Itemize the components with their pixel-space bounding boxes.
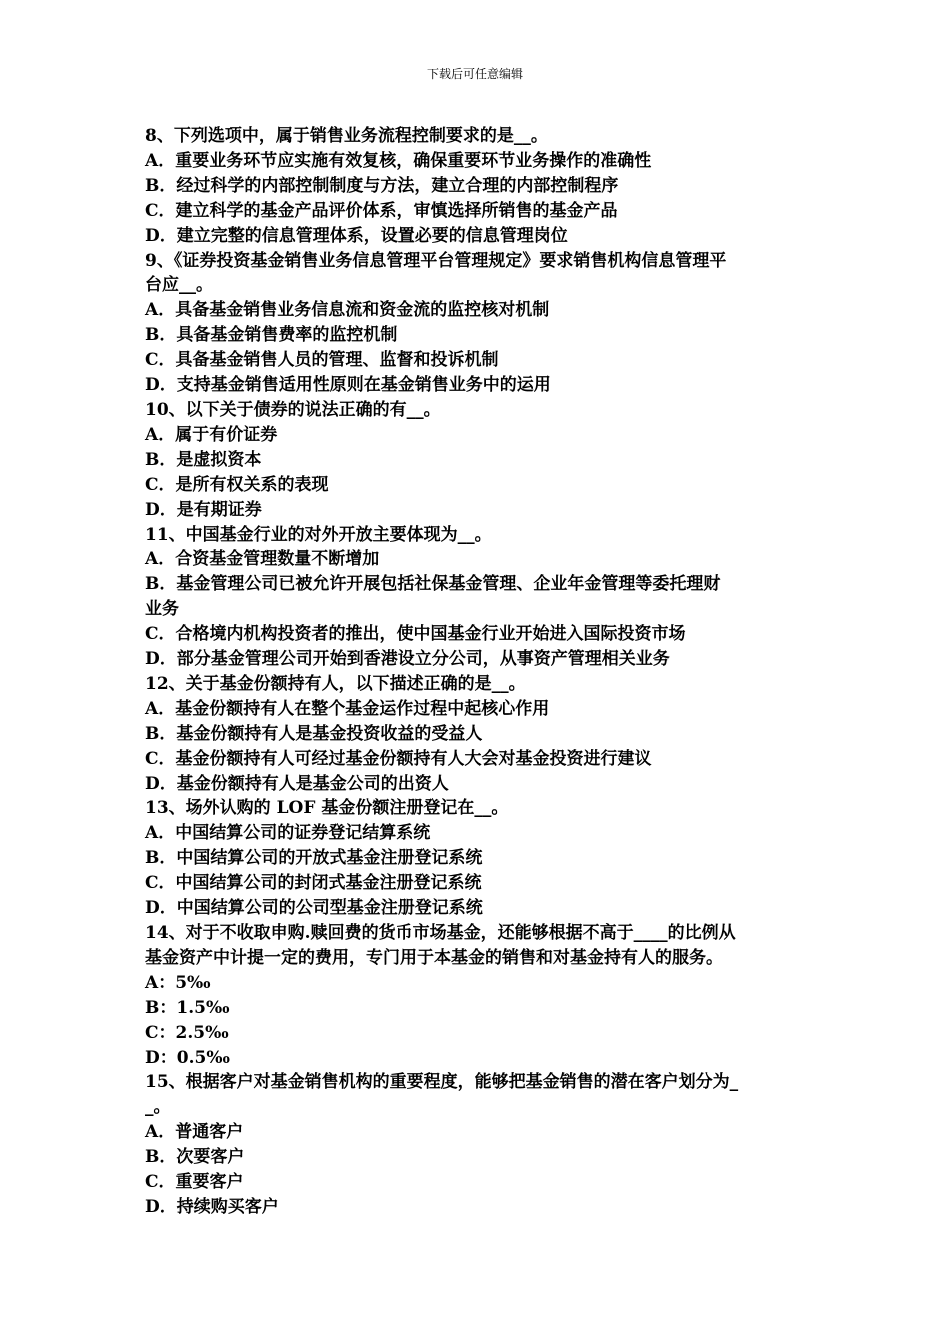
- text-line: 11、中国基金行业的对外开放主要体现为__。: [145, 524, 492, 545]
- text-line: A．重要业务环节应实施有效复核，确保重要环节业务操作的准确性: [145, 150, 652, 171]
- text-line: C．基金份额持有人可经过基金份额持有人大会对基金投资进行建议: [145, 748, 652, 769]
- text-line: 12、关于基金份额持有人，以下描述正确的是__。: [145, 673, 526, 694]
- text-line: D．支持基金销售适用性原则在基金销售业务中的运用: [145, 375, 551, 396]
- text-line: D．部分基金管理公司开始到香港设立分公司，从事资产管理相关业务: [145, 649, 670, 670]
- text-line: D．基金份额持有人是基金公司的出资人: [145, 773, 449, 794]
- text-line: A．具备基金销售业务信息流和资金流的监控核对机制: [145, 300, 550, 321]
- text-line: A．中国结算公司的证券登记结算系统: [145, 823, 431, 844]
- text-line: B．次要客户: [145, 1147, 245, 1168]
- text-line: B．是虚拟资本: [145, 449, 262, 470]
- text-line: 8、下列选项中，属于销售业务流程控制要求的是__。: [145, 126, 548, 146]
- text-line: D：0.5‰: [145, 1047, 230, 1068]
- text-line: C．具备基金销售人员的管理、监督和投诉机制: [145, 350, 499, 371]
- text-line: 台应__。: [145, 275, 213, 296]
- text-line: C：2.5‰: [145, 1022, 229, 1043]
- text-line: D．建立完整的信息管理体系，设置必要的信息管理岗位: [145, 225, 568, 246]
- text-line: C．是所有权关系的表现: [145, 474, 329, 495]
- text-line: C．建立科学的基金产品评价体系，审慎选择所销售的基金产品: [145, 200, 618, 221]
- text-line: B．基金管理公司已被允许开展包括社保基金管理、企业年金管理等委托理财: [145, 574, 721, 595]
- document-body: [145, 124, 813, 1220]
- text-line: B．具备基金销售费率的监控机制: [145, 325, 398, 346]
- text-line: C．中国结算公司的封闭式基金注册登记系统: [145, 873, 482, 894]
- text-line: 14、对于不收取申购.赎回费的货币市场基金，还能够根据不高于____的比例从: [145, 923, 736, 943]
- text-line: _。: [145, 1097, 171, 1118]
- text-line: A．属于有价证券: [145, 424, 278, 445]
- text-line: B．基金份额持有人是基金投资收益的受益人: [145, 723, 483, 744]
- text-line: A．合资基金管理数量不断增加: [145, 549, 380, 570]
- text-line: 业务: [145, 599, 179, 620]
- text-line: B：1.5‰: [145, 997, 230, 1018]
- text-line: C．合格境内机构投资者的推出，使中国基金行业开始进入国际投资市场: [145, 624, 686, 645]
- text-line: 13、场外认购的 LOF 基金份额注册登记在__。: [145, 798, 509, 819]
- text-line: 15、根据客户对基金销售机构的重要程度，能够把基金销售的潜在客户划分为_: [145, 1072, 739, 1093]
- text-line: B．中国结算公司的开放式基金注册登记系统: [145, 848, 483, 869]
- text-line: B．经过科学的内部控制制度与方法，建立合理的内部控制程序: [145, 175, 619, 196]
- text-line: D．中国结算公司的公司型基金注册登记系统: [145, 898, 483, 919]
- text-line: A：5‰: [145, 972, 211, 993]
- text-line: D．持续购买客户: [145, 1196, 279, 1217]
- text-line: 9、《证券投资基金销售业务信息管理平台管理规定》要求销售机构信息管理平: [145, 250, 727, 271]
- page-header: 下载后可任意编辑: [426, 67, 523, 81]
- text-line: D．是有期证券: [145, 499, 262, 520]
- text-line: C．重要客户: [145, 1172, 244, 1193]
- text-line: A．基金份额持有人在整个基金运作过程中起核心作用: [145, 698, 550, 719]
- text-line: 基金资产中计提一定的费用，专门用于本基金的销售和对基金持有人的服务。: [145, 947, 723, 968]
- text-line: A．普通客户: [145, 1122, 244, 1143]
- text-line: 10、以下关于债券的说法正确的有__。: [145, 399, 441, 420]
